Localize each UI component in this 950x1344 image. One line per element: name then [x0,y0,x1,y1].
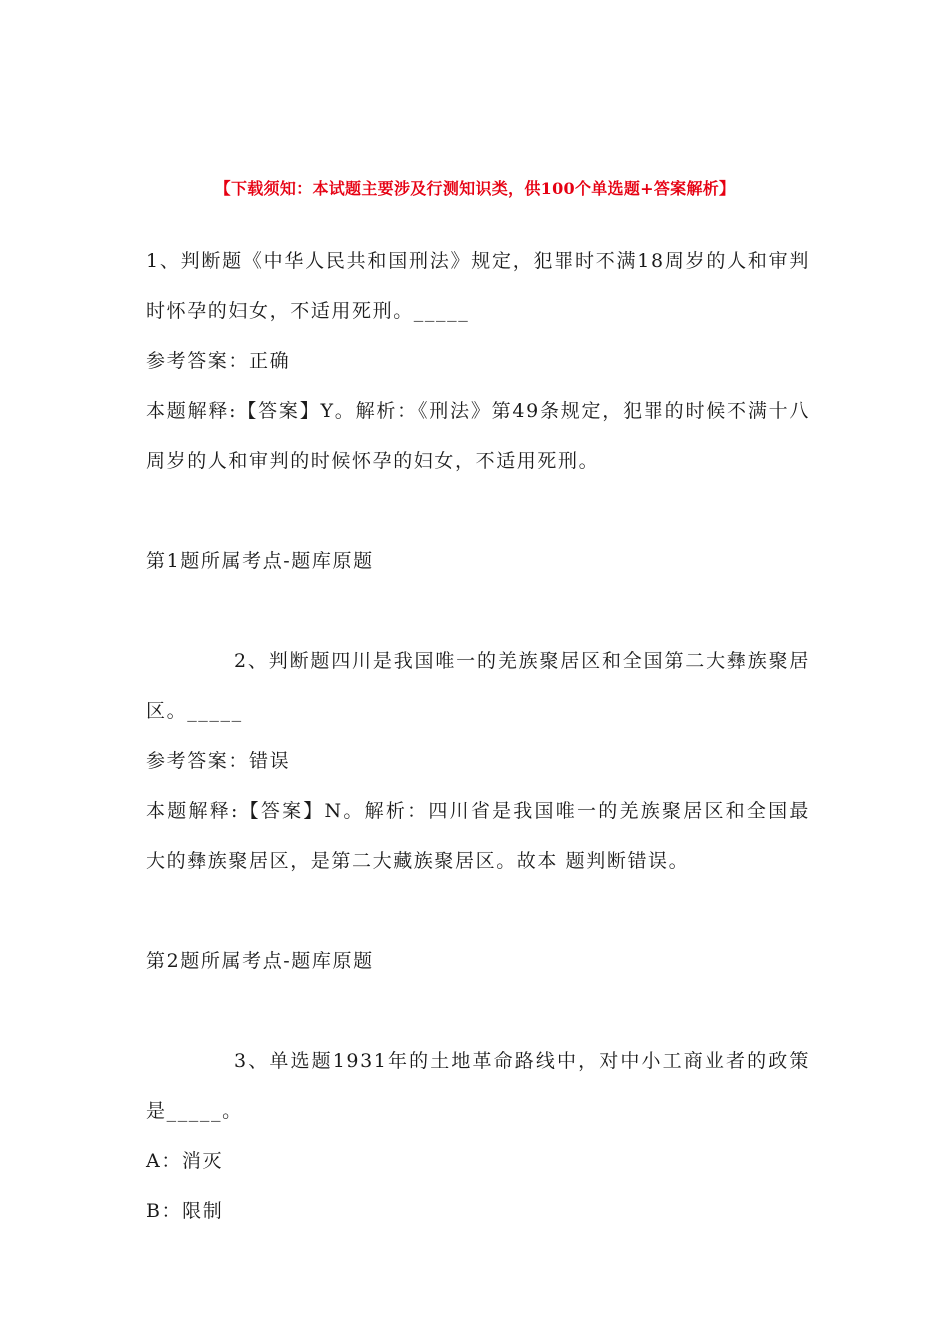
question-1-stem: 1、判断题《中华人民共和国刑法》规定，犯罪时不满18周岁的人和审判时怀孕的妇女，不适用死刑。_____ [146,250,810,322]
question-list [146,236,810,1236]
question-3-option-b: B：限制 [146,1200,224,1222]
question-1-point: 第1题所属考点-题库原题 [146,550,374,572]
question-3-option-a: A：消灭 [146,1150,224,1172]
question-3-stem: 3、单选题1931年的土地革命路线中，对中小工商业者的政策是_____。 [146,1050,810,1122]
question-2-stem: 2、判断题四川是我国唯一的羌族聚居区和全国第二大彝族聚居区。_____ [146,650,810,722]
question-2-explanation: 本题解释:【答案】N。解析：四川省是我国唯一的羌族聚居区和全国最大的彝族聚居区，是第二大藏族聚居区。故本 题判断错误。 [146,800,810,872]
question-2-point: 第2题所属考点-题库原题 [146,950,374,972]
question-1-answer: 参考答案：正确 [146,350,291,372]
download-notice: 【下载须知：本试题主要涉及行测知识类，供100个单选题+答案解析】 [214,179,736,198]
question-2-answer: 参考答案：错误 [146,750,291,772]
question-1-explanation: 本题解释:【答案】Y。解析：《刑法》第49条规定，犯罪的时候不满十八周岁的人和审判的时候怀孕的妇女，不适用死刑。 [146,400,810,472]
